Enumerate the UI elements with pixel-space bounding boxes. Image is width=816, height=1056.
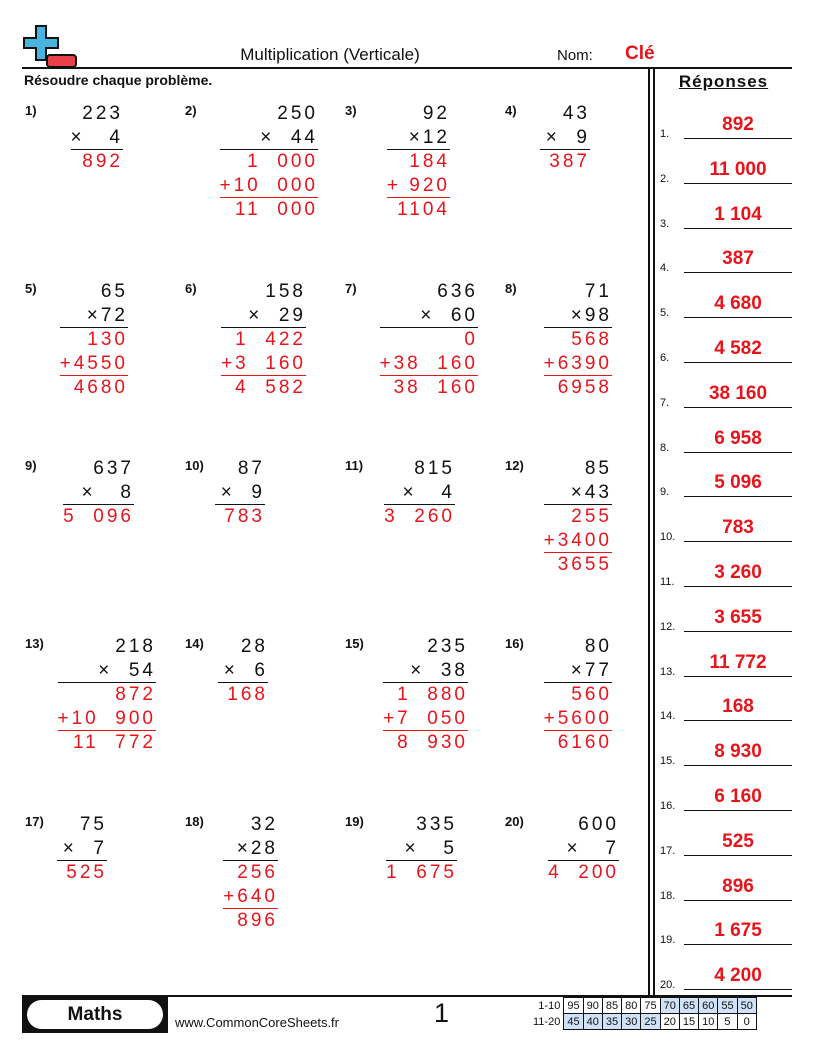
answer-number: 2. bbox=[660, 172, 670, 185]
problem bbox=[384, 457, 455, 529]
answer-value: 3 655 bbox=[714, 606, 762, 628]
answer-number: 14. bbox=[660, 710, 676, 723]
product: 11 772 bbox=[73, 732, 156, 753]
multiplier: × 54 bbox=[58, 659, 157, 684]
brand-label: Maths bbox=[27, 1000, 163, 1029]
problem bbox=[383, 635, 468, 755]
score-cell: 90 bbox=[583, 998, 602, 1014]
multiplier: ×98 bbox=[544, 304, 612, 329]
multiplier: × 4 bbox=[384, 481, 455, 506]
score-cell: 20 bbox=[660, 1014, 679, 1030]
partial-product: +38 160 bbox=[380, 352, 479, 377]
answer-value: 11 000 bbox=[709, 158, 767, 180]
multiplier: ×12 bbox=[387, 126, 450, 151]
problem bbox=[60, 280, 128, 400]
product: 168 bbox=[227, 684, 268, 705]
score-cell: 15 bbox=[679, 1014, 698, 1030]
score-cell: 95 bbox=[564, 998, 583, 1014]
multiplier: ×43 bbox=[544, 481, 612, 506]
partial-product: +4550 bbox=[60, 352, 128, 377]
answer-value: 38 160 bbox=[708, 382, 768, 404]
product: 1 675 bbox=[386, 862, 457, 883]
answer-value: 783 bbox=[722, 517, 754, 539]
problem-number: 16) bbox=[505, 636, 524, 651]
multiplicand: 85 bbox=[584, 458, 612, 479]
problem-number: 5) bbox=[25, 281, 37, 296]
partial-product: +7 050 bbox=[383, 707, 468, 732]
problem-number: 12) bbox=[505, 458, 524, 473]
answer-value: 168 bbox=[722, 696, 754, 718]
problem bbox=[220, 102, 319, 222]
multiplier: × 38 bbox=[383, 659, 468, 684]
multiplicand: 600 bbox=[578, 814, 619, 835]
answer-value: 4 582 bbox=[714, 338, 762, 359]
answer-line bbox=[684, 317, 792, 318]
answer-line bbox=[684, 496, 792, 497]
partial-product: 872 bbox=[115, 684, 156, 705]
score-cell: 5 bbox=[718, 1014, 737, 1030]
partial-product: 255 bbox=[571, 506, 612, 527]
problem-number: 1) bbox=[25, 103, 37, 118]
score-table bbox=[530, 997, 757, 1030]
problem bbox=[548, 813, 619, 885]
answer-line bbox=[684, 452, 792, 453]
partial-product: + 920 bbox=[387, 174, 450, 199]
partial-product: +10 000 bbox=[220, 174, 319, 199]
partial-product: +640 bbox=[223, 885, 278, 910]
answer-line bbox=[684, 541, 792, 542]
answer-line bbox=[684, 362, 792, 363]
multiplicand: 223 bbox=[82, 103, 123, 124]
answer-number: 9. bbox=[660, 486, 670, 499]
answer-line bbox=[684, 765, 792, 766]
score-cell: 10 bbox=[699, 1014, 718, 1030]
multiplier: × 7 bbox=[548, 837, 619, 862]
answer-value: 6 958 bbox=[714, 427, 762, 449]
problem bbox=[387, 102, 450, 222]
problem-number: 9) bbox=[25, 458, 37, 473]
answer-number: 13. bbox=[660, 665, 676, 678]
answer-number: 20. bbox=[660, 979, 676, 992]
answer-value: 6 160 bbox=[714, 786, 762, 807]
answer-number: 19. bbox=[660, 934, 676, 947]
answer-value: 525 bbox=[722, 830, 754, 852]
problem-number: 15) bbox=[345, 636, 364, 651]
product: 4680 bbox=[73, 377, 128, 398]
answer-number: 17. bbox=[660, 844, 676, 857]
multiplier: ×72 bbox=[60, 304, 128, 329]
score-cell: 30 bbox=[622, 1014, 641, 1030]
site-url: www.CommonCoreSheets.fr bbox=[175, 1015, 339, 1030]
product: 525 bbox=[66, 862, 107, 883]
answer-value: 11 772 bbox=[709, 651, 767, 673]
partial-product: 130 bbox=[87, 329, 128, 350]
partial-product: +5600 bbox=[544, 707, 612, 732]
multiplier: × 29 bbox=[221, 304, 306, 329]
problem bbox=[57, 813, 107, 885]
multiplier: × 9 bbox=[215, 481, 265, 506]
product: 783 bbox=[224, 506, 265, 527]
answer-number: 6. bbox=[660, 352, 670, 364]
answer-value: 1 104 bbox=[714, 203, 762, 225]
multiplicand: 28 bbox=[240, 636, 268, 657]
answer-line bbox=[684, 272, 792, 273]
score-cell: 60 bbox=[699, 998, 718, 1014]
product: 5 096 bbox=[63, 506, 134, 527]
problem bbox=[386, 813, 457, 885]
product: 892 bbox=[82, 151, 123, 172]
multiplicand: 815 bbox=[414, 458, 455, 479]
problem-number: 18) bbox=[185, 814, 204, 829]
answer-line bbox=[684, 228, 792, 229]
multiplicand: 87 bbox=[237, 458, 265, 479]
multiplicand: 32 bbox=[250, 814, 278, 835]
problem-number: 7) bbox=[345, 281, 357, 296]
product: 38 160 bbox=[393, 377, 478, 398]
answer-value: 8 930 bbox=[714, 741, 762, 763]
multiplier: ×28 bbox=[223, 837, 278, 862]
score-cell: 55 bbox=[718, 998, 737, 1014]
product: 3 260 bbox=[384, 506, 455, 527]
score-cell: 35 bbox=[602, 1014, 621, 1030]
answer-number: 11. bbox=[660, 576, 675, 588]
partial-product: +6390 bbox=[544, 352, 612, 377]
multiplicand: 235 bbox=[427, 636, 468, 657]
answer-value: 1 675 bbox=[714, 920, 762, 942]
answer-number: 12. bbox=[660, 620, 676, 633]
answers-title: Réponses bbox=[678, 72, 769, 91]
multiplicand: 636 bbox=[437, 281, 478, 302]
score-row-label: 1-10 bbox=[538, 999, 561, 1012]
answer-number: 18. bbox=[660, 889, 676, 902]
header-divider bbox=[22, 67, 792, 69]
partial-product: 184 bbox=[409, 151, 450, 172]
score-cell: 70 bbox=[660, 998, 679, 1014]
multiplier: × 6 bbox=[218, 659, 268, 684]
problem-number: 4) bbox=[505, 103, 517, 118]
partial-product: 256 bbox=[237, 862, 278, 883]
column-divider bbox=[653, 68, 655, 996]
answer-line bbox=[684, 138, 792, 139]
problem-number: 2) bbox=[185, 103, 197, 118]
answer-value: 3 260 bbox=[714, 562, 762, 583]
answer-value: 5 096 bbox=[714, 472, 762, 494]
answer-value: 4 200 bbox=[714, 965, 762, 987]
multiplicand: 80 bbox=[584, 636, 612, 657]
product: 4 582 bbox=[235, 377, 306, 398]
multiplicand: 218 bbox=[115, 636, 156, 657]
problem bbox=[544, 635, 612, 755]
multiplier: × 44 bbox=[220, 126, 319, 151]
multiplier: × 4 bbox=[71, 126, 124, 151]
answer-number: 16. bbox=[660, 800, 676, 812]
multiplier: × 60 bbox=[380, 304, 479, 329]
answer-number: 3. bbox=[660, 217, 670, 230]
answer-line bbox=[684, 810, 792, 811]
problem bbox=[223, 813, 278, 933]
answer-line bbox=[684, 586, 792, 587]
product: 3655 bbox=[557, 554, 612, 575]
page-title: Multiplication (Verticale) bbox=[240, 45, 420, 64]
partial-product: 568 bbox=[571, 329, 612, 350]
problem bbox=[58, 635, 157, 755]
problem-number: 6) bbox=[185, 281, 197, 296]
problem-number: 8) bbox=[505, 281, 517, 296]
problem-number: 10) bbox=[185, 458, 204, 473]
problem-number: 17) bbox=[25, 814, 44, 829]
product: 6160 bbox=[557, 732, 612, 753]
instructions: Résoudre chaque problème. bbox=[24, 72, 213, 88]
answer-line bbox=[684, 720, 792, 721]
partial-product: +10 900 bbox=[58, 707, 157, 732]
answer-value: 896 bbox=[722, 875, 754, 897]
score-cell: 0 bbox=[737, 1014, 756, 1030]
multiplier: ×77 bbox=[544, 659, 612, 684]
problem bbox=[540, 102, 590, 174]
problem-number: 13) bbox=[25, 636, 44, 651]
partial-product: 0 bbox=[464, 329, 478, 350]
score-row-label: 11-20 bbox=[533, 1015, 561, 1028]
problem bbox=[218, 635, 268, 707]
answer-number: 1. bbox=[660, 128, 670, 140]
answer-line bbox=[684, 989, 792, 990]
score-cell: 75 bbox=[641, 998, 660, 1014]
multiplier: × 7 bbox=[57, 837, 107, 862]
product: 4 200 bbox=[548, 862, 619, 883]
page-number: 1 bbox=[434, 998, 450, 1028]
answer-number: 15. bbox=[660, 755, 676, 768]
problem bbox=[221, 280, 306, 400]
product: 6958 bbox=[557, 377, 612, 398]
name-label: Nom: bbox=[557, 47, 593, 64]
problem-number: 11) bbox=[345, 458, 364, 473]
product: 8 930 bbox=[397, 732, 468, 753]
problem-number: 14) bbox=[185, 636, 204, 651]
multiplier: × 9 bbox=[540, 126, 590, 151]
problem bbox=[380, 280, 479, 400]
answer-line bbox=[684, 407, 792, 408]
answer-number: 5. bbox=[660, 307, 670, 320]
score-cell: 65 bbox=[679, 998, 698, 1014]
multiplier: × 8 bbox=[63, 481, 134, 506]
partial-product: 1 000 bbox=[247, 151, 318, 172]
problem-number: 20) bbox=[505, 814, 524, 829]
product: 387 bbox=[549, 151, 590, 172]
multiplier: × 5 bbox=[386, 837, 457, 862]
answer-line bbox=[684, 944, 792, 945]
partial-product: +3400 bbox=[544, 529, 612, 554]
multiplicand: 71 bbox=[584, 281, 612, 302]
partial-product: 560 bbox=[571, 684, 612, 705]
name-value: Clé bbox=[625, 43, 655, 64]
multiplicand: 43 bbox=[562, 103, 590, 124]
problem-number: 3) bbox=[345, 103, 357, 118]
product: 1104 bbox=[397, 199, 450, 220]
problem bbox=[215, 457, 265, 529]
problem bbox=[63, 457, 134, 529]
product: 11 000 bbox=[235, 199, 318, 220]
answer-line bbox=[684, 676, 792, 677]
multiplicand: 637 bbox=[93, 458, 134, 479]
partial-product: 1 422 bbox=[235, 329, 306, 350]
answer-number: 7. bbox=[660, 396, 670, 409]
problem bbox=[544, 280, 612, 400]
answer-line bbox=[684, 631, 792, 632]
answer-number: 10. bbox=[660, 531, 676, 544]
answer-line bbox=[684, 183, 792, 184]
answer-value: 892 bbox=[722, 114, 754, 135]
answer-value: 387 bbox=[722, 248, 754, 270]
problem bbox=[544, 457, 612, 577]
multiplicand: 158 bbox=[265, 281, 306, 302]
answer-number: 8. bbox=[660, 441, 670, 454]
score-cell: 80 bbox=[622, 998, 641, 1014]
score-cell: 45 bbox=[564, 1014, 583, 1030]
multiplicand: 75 bbox=[79, 814, 107, 835]
column-divider bbox=[648, 68, 650, 996]
multiplicand: 92 bbox=[422, 103, 450, 124]
answer-line bbox=[684, 900, 792, 901]
score-cell: 40 bbox=[583, 1014, 602, 1030]
multiplicand: 335 bbox=[416, 814, 457, 835]
score-cell: 85 bbox=[602, 998, 621, 1014]
answer-line bbox=[684, 855, 792, 856]
multiplicand: 250 bbox=[277, 103, 318, 124]
product: 896 bbox=[237, 910, 278, 931]
answer-number: 4. bbox=[660, 262, 670, 275]
score-cell: 25 bbox=[641, 1014, 660, 1030]
multiplicand: 65 bbox=[100, 281, 128, 302]
partial-product: 1 880 bbox=[397, 684, 468, 705]
score-cell: 50 bbox=[737, 998, 756, 1014]
problem bbox=[71, 102, 124, 174]
problem-number: 19) bbox=[345, 814, 364, 829]
partial-product: +3 160 bbox=[221, 352, 306, 377]
answer-value: 4 680 bbox=[714, 293, 762, 315]
